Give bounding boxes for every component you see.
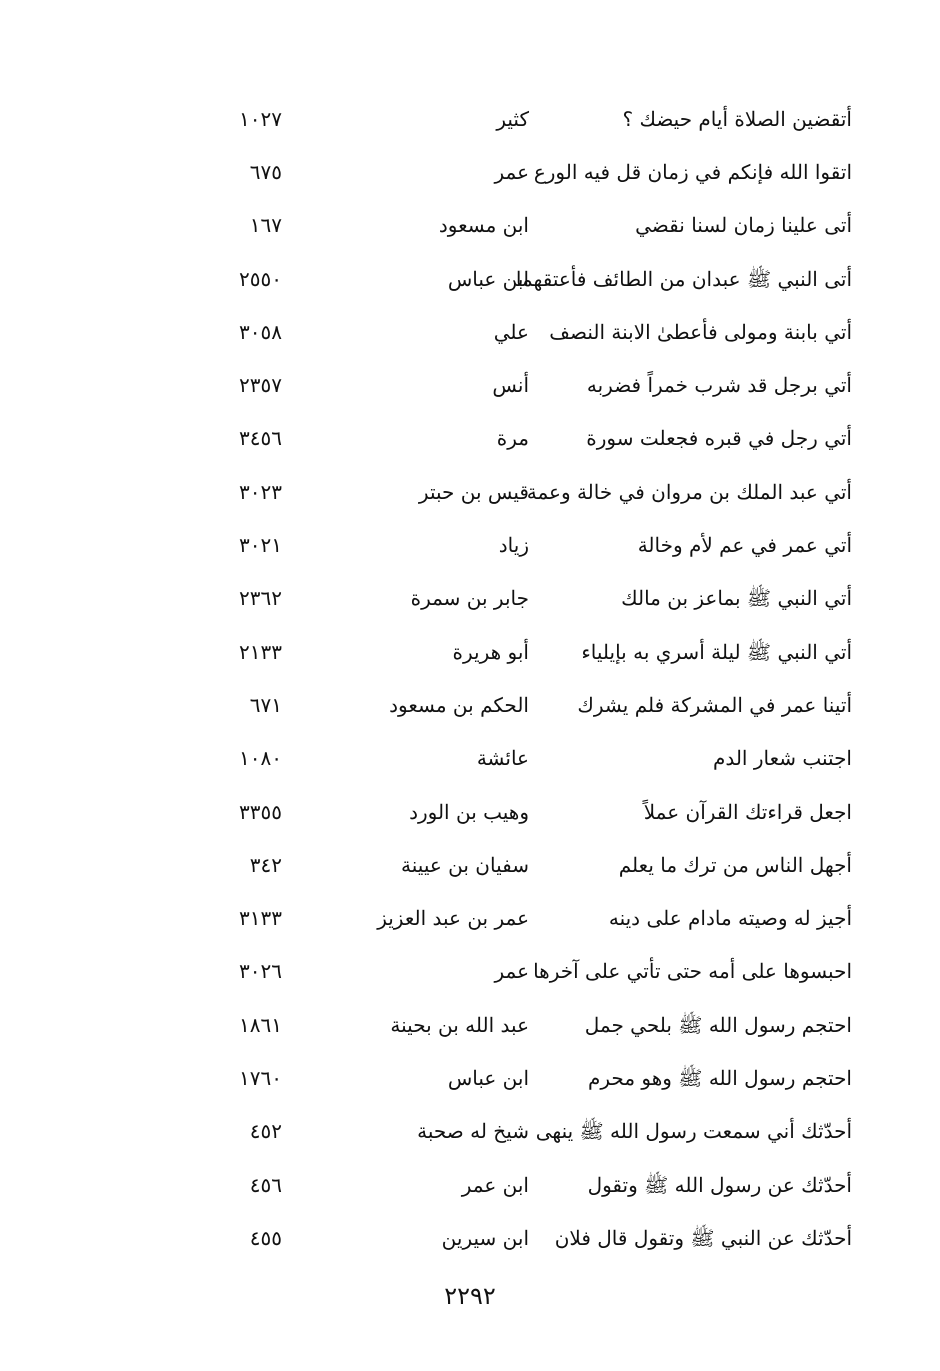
index-entry bbox=[0, 891, 940, 944]
hadith-text: أتي بابنة ومولى فأعطىٰ الابنة النصف bbox=[549, 319, 852, 344]
index-entry bbox=[0, 465, 940, 518]
hadith-number: ١٦٧ bbox=[249, 213, 282, 238]
hadith-number: ٤٥٢ bbox=[249, 1119, 282, 1144]
hadith-number: ٣٠٢١ bbox=[239, 533, 282, 558]
hadith-text: احتجم رسول الله ﷺ وهو محرم bbox=[588, 1065, 852, 1090]
index-entry bbox=[0, 572, 940, 625]
narrator-name: أنس bbox=[492, 373, 529, 398]
index-entry bbox=[0, 518, 940, 571]
hadith-text: أتي رجل في قبره فجعلت سورة bbox=[586, 426, 852, 451]
hadith-text: أتقضين الصلاة أيام حيضك ؟ bbox=[622, 106, 852, 131]
narrator-name: ابن سيرين bbox=[441, 1225, 529, 1250]
hadith-text: أتى النبي ﷺ عبدان من الطائف فأعتقهما bbox=[515, 266, 852, 291]
narrator-name: كثير bbox=[496, 106, 529, 131]
hadith-text: أتى علينا زمان لسنا نقضي bbox=[635, 213, 852, 238]
narrator-name: عبد الله بن بحينة bbox=[390, 1012, 529, 1037]
narrator-name: شيخ له صحبة bbox=[417, 1119, 529, 1144]
index-entry bbox=[0, 92, 940, 145]
index-entry bbox=[0, 199, 940, 252]
narrator-name: عمر بن عبد العزيز bbox=[377, 906, 529, 931]
hadith-number: ٢٣٥٧ bbox=[239, 373, 282, 398]
index-entry bbox=[0, 1051, 940, 1104]
index-entry bbox=[0, 252, 940, 305]
index-entry bbox=[0, 678, 940, 731]
hadith-number: ٦٧١ bbox=[249, 692, 282, 717]
index-entry bbox=[0, 1105, 940, 1158]
hadith-text: احتجم رسول الله ﷺ بلحي جمل bbox=[584, 1012, 852, 1037]
narrator-name: علي bbox=[493, 319, 529, 344]
index-entry bbox=[0, 732, 940, 785]
narrator-name: عائشة bbox=[476, 746, 529, 771]
hadith-text: أتي النبي ﷺ بماعز بن مالك bbox=[621, 586, 852, 611]
hadith-number: ٣٠٢٦ bbox=[239, 959, 282, 984]
hadith-number: ٤٥٥ bbox=[249, 1225, 282, 1250]
hadith-text: أتينا عمر في المشركة فلم يشرك bbox=[577, 692, 852, 717]
hadith-text: أحدّثك أني سمعت رسول الله ﷺ ينهى bbox=[535, 1119, 852, 1144]
hadith-text: أتي برجل قد شرب خمراً فضربه bbox=[586, 373, 852, 398]
index-entries bbox=[0, 92, 940, 1265]
hadith-text: أتي عمر في عم لأم وخالة bbox=[637, 533, 852, 558]
hadith-number: ٣١٣٣ bbox=[239, 906, 282, 931]
hadith-text: أحدّثك عن رسول الله ﷺ وتقول bbox=[587, 1172, 852, 1197]
hadith-number: ١٠٨٠ bbox=[239, 746, 282, 771]
page-number: ٢٢٩٢ bbox=[444, 1282, 496, 1310]
index-entry bbox=[0, 998, 940, 1051]
hadith-number: ٢١٣٣ bbox=[239, 639, 282, 664]
narrator-name: أبو هريرة bbox=[452, 639, 529, 664]
hadith-text: أجهل الناس من ترك ما يعلم bbox=[618, 852, 852, 877]
index-entry bbox=[0, 358, 940, 411]
narrator-name: ابن عمر bbox=[461, 1172, 529, 1197]
index-entry bbox=[0, 412, 940, 465]
hadith-number: ٦٧٥ bbox=[249, 159, 282, 184]
hadith-text: أحدّثك عن النبي ﷺ وتقول قال فلان bbox=[554, 1225, 852, 1250]
hadith-number: ٣٤٢ bbox=[249, 852, 282, 877]
hadith-number: ٣٣٥٥ bbox=[239, 799, 282, 824]
index-entry bbox=[0, 625, 940, 678]
hadith-number: ٣٤٥٦ bbox=[239, 426, 282, 451]
index-entry bbox=[0, 1158, 940, 1211]
narrator-name: عمر bbox=[494, 159, 529, 184]
narrator-name: سفيان بن عيينة bbox=[401, 852, 529, 877]
index-entry bbox=[0, 305, 940, 358]
index-entry bbox=[0, 838, 940, 891]
narrator-name: زياد bbox=[498, 533, 529, 558]
narrator-name: قيس بن حبتر bbox=[418, 479, 529, 504]
index-entry bbox=[0, 945, 940, 998]
index-entry bbox=[0, 1211, 940, 1264]
hadith-text: أتي النبي ﷺ ليلة أسري به بإيلياء bbox=[581, 639, 852, 664]
narrator-name: جابر بن سمرة bbox=[410, 586, 529, 611]
hadith-number: ١٠٢٧ bbox=[239, 106, 282, 131]
index-entry bbox=[0, 785, 940, 838]
narrator-name: الحكم بن مسعود bbox=[389, 692, 529, 717]
index-entry bbox=[0, 145, 940, 198]
hadith-number: ٢٥٥٠ bbox=[239, 266, 282, 291]
hadith-text: أجيز له وصيته مادام على دينه bbox=[608, 906, 852, 931]
hadith-number: ٤٥٦ bbox=[249, 1172, 282, 1197]
narrator-name: مرة bbox=[496, 426, 529, 451]
hadith-number: ٣٠٢٣ bbox=[239, 479, 282, 504]
hadith-number: ٢٣٦٢ bbox=[239, 586, 282, 611]
narrator-name: وهيب بن الورد bbox=[409, 799, 529, 824]
narrator-name: ابن عباس bbox=[447, 1065, 529, 1090]
narrator-name: ابن مسعود bbox=[438, 213, 529, 238]
hadith-text: أتي عبد الملك بن مروان في خالة وعمة bbox=[526, 479, 852, 504]
hadith-text: اتقوا الله فإنكم في زمان قل فيه الورع bbox=[533, 159, 852, 184]
hadith-number: ١٧٦٠ bbox=[239, 1065, 282, 1090]
hadith-text: اجتنب شعار الدم bbox=[712, 746, 852, 771]
hadith-text: احبسوها على أمه حتى تأتي على آخرها bbox=[533, 959, 852, 984]
hadith-number: ٣٠٥٨ bbox=[239, 319, 282, 344]
narrator-name: عمر bbox=[494, 959, 529, 984]
narrator-name: ابن عباس bbox=[447, 266, 529, 291]
hadith-text: اجعل قراءتك القرآن عملاً bbox=[643, 799, 852, 824]
hadith-number: ١٨٦١ bbox=[239, 1012, 282, 1037]
